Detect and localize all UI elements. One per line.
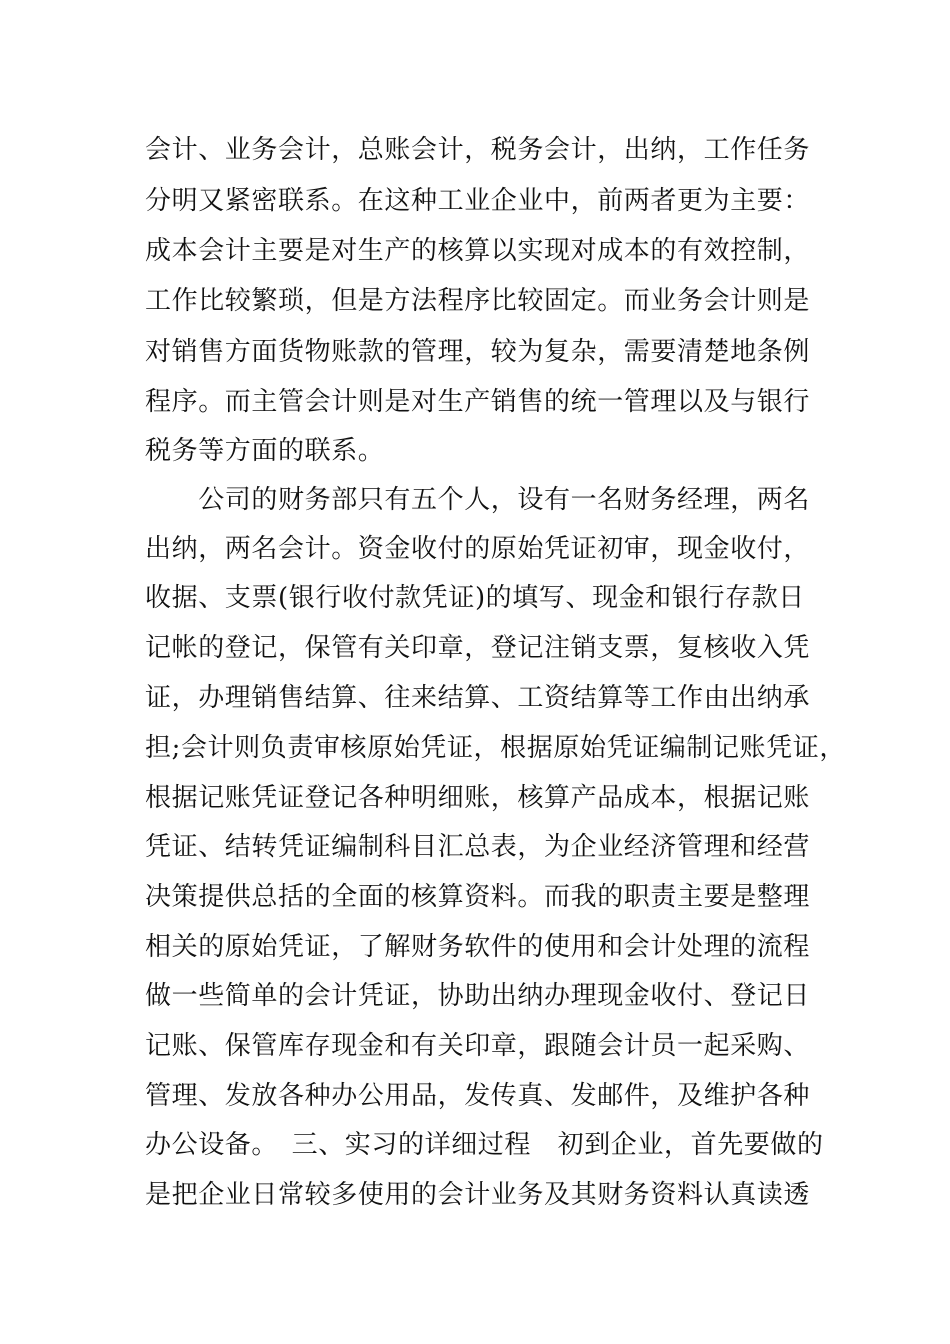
text-line: 管理、发放各种办公用品，发传真、发邮件，及维护各种 xyxy=(145,1081,811,1111)
text-line: 做一些简单的会计凭证，协助出纳办理现金收付、登记日 xyxy=(145,981,811,1011)
paragraph-start-line: 公司的财务部只有五个人，设有一名财务经理，两名 xyxy=(145,485,811,515)
text-line: 收据、支票(银行收付款凭证)的填写、现金和银行存款日 xyxy=(145,583,805,613)
text-line: 凭证、结转凭证编制科目汇总表，为企业经济管理和经营 xyxy=(145,832,811,862)
text-line: 决策提供总括的全面的核算资料。而我的职责主要是整理 xyxy=(145,882,811,912)
text-line: 程序。而主管会计则是对生产销售的统一管理以及与银行 xyxy=(145,387,811,417)
text-line: 记帐的登记，保管有关印章，登记注销支票，复核收入凭 xyxy=(145,633,811,663)
text-line: 根据记账凭证登记各种明细账，核算产品成本，根据记账 xyxy=(145,783,811,813)
text-line: 相关的原始凭证，了解财务软件的使用和会计处理的流程 xyxy=(145,932,811,962)
text-line: 会计、业务会计，总账会计，税务会计，出纳，工作任务 xyxy=(145,135,811,165)
text-line: 分明又紧密联系。在这种工业企业中，前两者更为主要： xyxy=(145,186,811,216)
text-line: 证，办理销售结算、往来结算、工资结算等工作由出纳承 xyxy=(145,683,811,713)
text-line: 出纳，两名会计。资金收付的原始凭证初审，现金收付， xyxy=(145,534,811,564)
text-line: 担;会计则负责审核原始凭证，根据原始凭证编制记账凭证， xyxy=(145,733,846,763)
text-line: 办公设备。 三、实习的详细过程 初到企业，首先要做的 xyxy=(145,1130,824,1160)
text-line: 税务等方面的联系。 xyxy=(145,436,385,466)
text-line: 成本会计主要是对生产的核算以实现对成本的有效控制， xyxy=(145,236,811,266)
text-line: 工作比较繁琐，但是方法程序比较固定。而业务会计则是 xyxy=(145,286,811,316)
text-line: 是把企业日常较多使用的会计业务及其财务资料认真读透 xyxy=(145,1180,811,1210)
text-line: 记账、保管库存现金和有关印章，跟随会计员一起采购、 xyxy=(145,1031,811,1061)
text-line: 对销售方面货物账款的管理，较为复杂，需要清楚地条例 xyxy=(145,337,811,367)
